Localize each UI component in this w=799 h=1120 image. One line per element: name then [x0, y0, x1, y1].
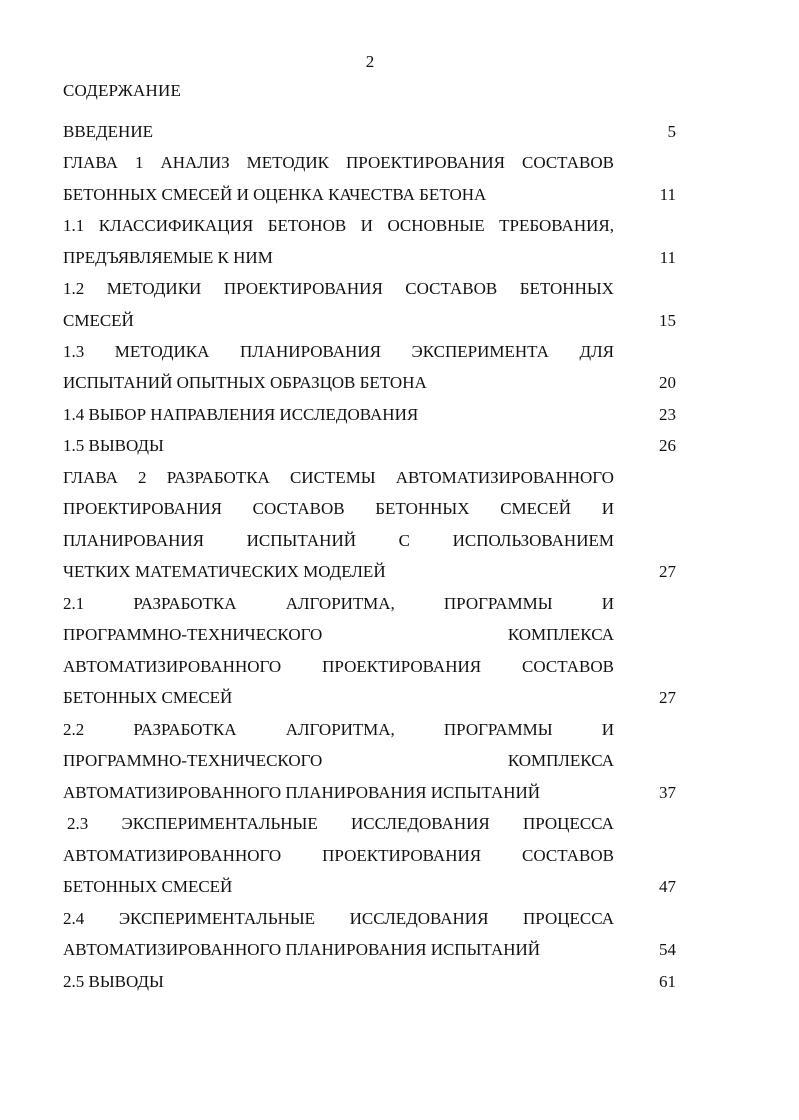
toc-word: КЛАССИФИКАЦИЯ [98, 216, 254, 235]
toc-word: АЛГОРИТМА, [285, 720, 395, 739]
toc-word: АВТОМАТИЗИРОВАННОГО [63, 657, 282, 676]
toc-word: 2.3 [67, 814, 89, 833]
toc-word: ПЛАНИРОВАНИЯ [239, 342, 381, 361]
toc-word: РАЗРАБОТКА [166, 468, 270, 487]
toc-word: ОСНОВНЫЕ [387, 216, 485, 235]
toc-page-number: 47 [659, 877, 676, 896]
toc-entry-line [63, 593, 614, 615]
toc-word: СОСТАВОВ [252, 499, 345, 518]
toc-page-number: 23 [659, 405, 676, 424]
toc-page-number: 20 [659, 373, 676, 392]
toc-page-number: 26 [659, 436, 676, 455]
toc-word: АВТОМАТИЗИРОВАННОГО [63, 846, 282, 865]
toc-word: АВТОМАТИЗИРОВАННОГО [395, 468, 614, 487]
toc-word: ПЛАНИРОВАНИЯ [63, 531, 205, 550]
toc-entry-line [63, 624, 614, 646]
toc-word: 2.4 [63, 909, 85, 928]
toc-word: И [360, 216, 373, 235]
toc-word: СИСТЕМЫ [289, 468, 376, 487]
toc-entry-line [63, 498, 614, 520]
toc-page-number: 54 [659, 940, 676, 959]
contents-title: СОДЕРЖАНИЕ [63, 81, 182, 100]
toc-word: ПРОГРАММЫ [443, 720, 553, 739]
toc-entry-line: БЕТОННЫХ СМЕСЕЙ [63, 688, 233, 707]
toc-word: ГЛАВА [63, 153, 118, 172]
toc-entry-line [63, 530, 614, 552]
toc-word: С [398, 531, 410, 550]
toc-word: ДЛЯ [579, 342, 614, 361]
toc-word: 1.2 [63, 279, 85, 298]
toc-entry-line [67, 813, 614, 835]
toc-entry-line [63, 341, 614, 363]
toc-entry-line: АВТОМАТИЗИРОВАННОГО ПЛАНИРОВАНИЯ ИСПЫТАНИЙ [63, 940, 541, 959]
toc-word: СМЕСЕЙ [500, 499, 572, 518]
toc-word: МЕТОДИКИ [106, 279, 202, 298]
toc-entry-line: СМЕСЕЙ [63, 311, 134, 330]
toc-entry-line: ЧЕТКИХ МАТЕМАТИЧЕСКИХ МОДЕЛЕЙ [63, 562, 386, 581]
toc-entry-line: ВВЕДЕНИЕ [63, 122, 153, 141]
toc-word: ПРОЦЕССА [522, 814, 614, 833]
toc-word: АЛГОРИТМА, [285, 594, 395, 613]
toc-word: 1.3 [63, 342, 85, 361]
toc-entry-line [63, 719, 614, 741]
toc-word: СОСТАВОВ [522, 153, 614, 172]
toc-word: КОМПЛЕКСА [507, 751, 614, 770]
toc-word: КОМПЛЕКСА [507, 625, 614, 644]
toc-word: 1.1 [63, 216, 85, 235]
toc-word: 2 [138, 468, 147, 487]
toc-page-number: 37 [659, 783, 676, 802]
toc-word: ПРОЦЕССА [523, 909, 614, 928]
toc-page-number: 27 [659, 688, 676, 707]
toc-word: РАЗРАБОТКА [133, 720, 237, 739]
toc-entry-line [63, 152, 614, 174]
toc-entry-line [63, 278, 614, 300]
toc-entry-line: АВТОМАТИЗИРОВАННОГО ПЛАНИРОВАНИЯ ИСПЫТАНИЙ [63, 783, 541, 802]
toc-word: ЭКСПЕРИМЕНТАЛЬНЫЕ [121, 814, 318, 833]
toc-word: ИСПЫТАНИЙ [246, 531, 357, 550]
toc-entry-line [63, 656, 614, 678]
toc-word: 1 [134, 153, 144, 172]
toc-word: ИСПОЛЬЗОВАНИЕМ [452, 531, 614, 550]
toc-page-number: 5 [667, 122, 676, 141]
toc-word: 2.1 [63, 594, 85, 613]
toc-page-number: 11 [659, 248, 676, 267]
toc-word: ПРОЕКТИРОВАНИЯ [322, 657, 482, 676]
toc-word: ГЛАВА [63, 468, 118, 487]
toc-word: ПРОГРАММНО-ТЕХНИЧЕСКОГО [63, 625, 323, 644]
toc-word: ТРЕБОВАНИЯ, [499, 216, 614, 235]
toc-word: БЕТОНОВ [267, 216, 347, 235]
toc-word: МЕТОДИКА [114, 342, 210, 361]
toc-word: МЕТОДИК [246, 153, 329, 172]
toc-word: 2.2 [63, 720, 85, 739]
toc-entry-line [63, 467, 614, 489]
toc-word: ПРОГРАММНО-ТЕХНИЧЕСКОГО [63, 751, 323, 770]
toc-entry-line: ПРЕДЪЯВЛЯЕМЫЕ К НИМ [63, 248, 273, 267]
toc-word: ИССЛЕДОВАНИЯ [349, 909, 489, 928]
toc-word: И [601, 594, 614, 613]
toc-entry-line: БЕТОННЫХ СМЕСЕЙ И ОЦЕНКА КАЧЕСТВА БЕТОНА [63, 185, 487, 204]
toc-word: БЕТОННЫХ [375, 499, 470, 518]
toc-word: ИССЛЕДОВАНИЯ [350, 814, 490, 833]
toc-page-number: 11 [659, 185, 676, 204]
toc-word: И [601, 720, 614, 739]
toc-entry-line [63, 908, 614, 930]
toc-entry-line: 1.5 ВЫВОДЫ [63, 436, 164, 455]
toc-word: СОСТАВОВ [522, 846, 614, 865]
toc-page-number: 27 [659, 562, 676, 581]
toc-entry-line: БЕТОННЫХ СМЕСЕЙ [63, 877, 233, 896]
toc-word: АНАЛИЗ [160, 153, 230, 172]
toc-entry-line [63, 750, 614, 772]
toc-word: ПРОЕКТИРОВАНИЯ [346, 153, 505, 172]
toc-entry-line [63, 845, 614, 867]
toc-word: ПРОЕКТИРОВАНИЯ [223, 279, 383, 298]
page-number: 2 [365, 52, 375, 71]
toc-entry-line: 1.4 ВЫБОР НАПРАВЛЕНИЯ ИССЛЕДОВАНИЯ [63, 405, 419, 424]
toc-word: ПРОГРАММЫ [443, 594, 553, 613]
toc-word: И [601, 499, 614, 518]
toc-word: ПРОЕКТИРОВАНИЯ [63, 499, 222, 518]
toc-entry-line: ИСПЫТАНИЙ ОПЫТНЫХ ОБРАЗЦОВ БЕТОНА [63, 373, 427, 392]
toc-word: ПРОЕКТИРОВАНИЯ [322, 846, 482, 865]
toc-entry-line: 2.5 ВЫВОДЫ [63, 972, 164, 991]
toc-page-number: 61 [659, 972, 676, 991]
toc-entry-line [63, 215, 614, 237]
toc-word: РАЗРАБОТКА [133, 594, 237, 613]
toc-word: СОСТАВОВ [405, 279, 498, 298]
toc-page-number: 15 [659, 311, 676, 330]
toc-word: СОСТАВОВ [522, 657, 614, 676]
toc-word: ЭКСПЕРИМЕНТАЛЬНЫЕ [118, 909, 316, 928]
toc-word: ЭКСПЕРИМЕНТА [411, 342, 549, 361]
toc-word: БЕТОННЫХ [519, 279, 614, 298]
